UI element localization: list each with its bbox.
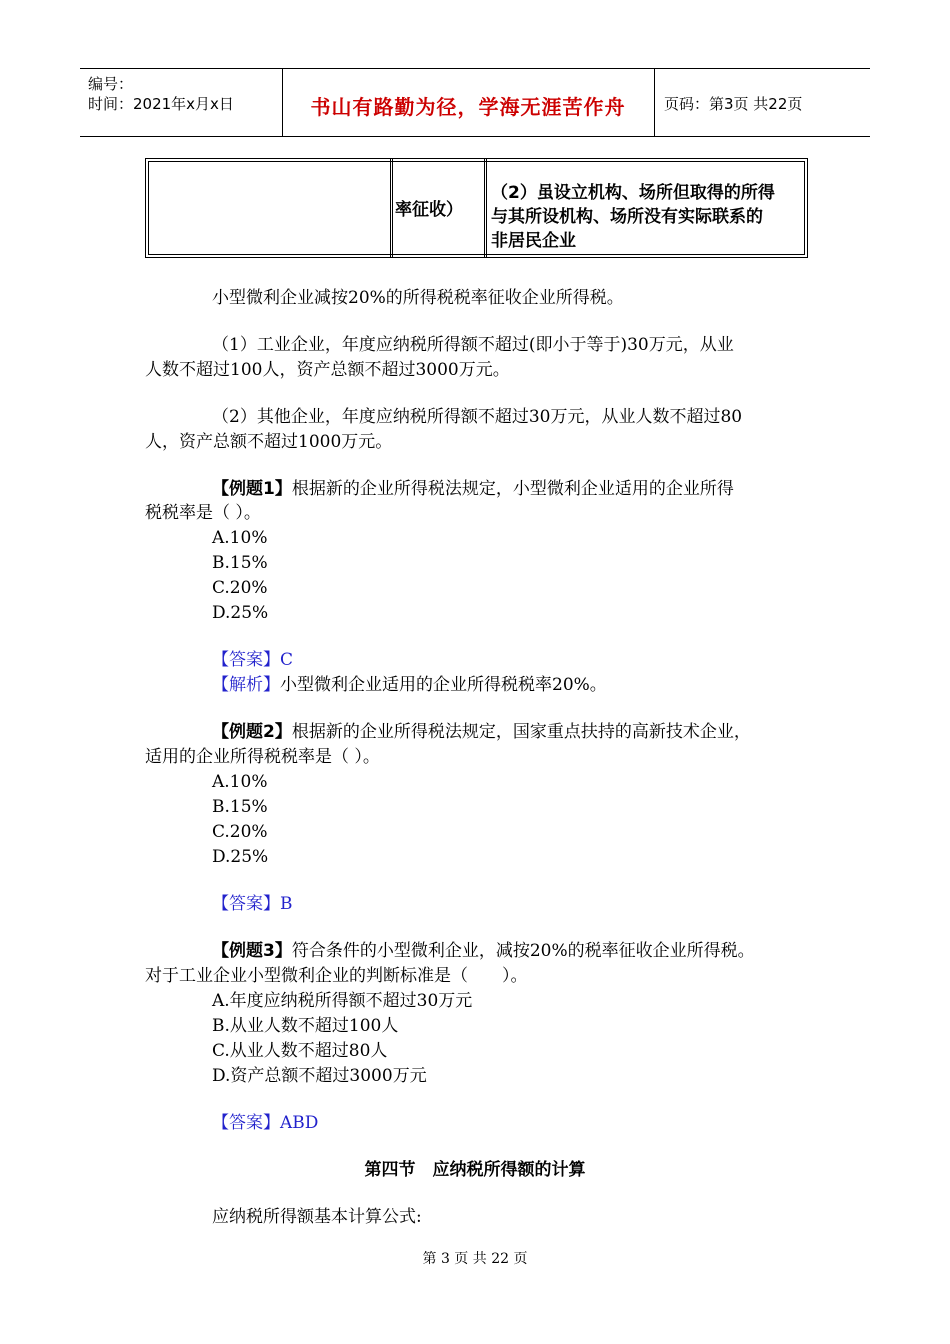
table-cell-line: 非居民企业 [491, 231, 576, 251]
page-info: 页码：第3页 共22页 [664, 95, 803, 113]
example-2-stem: 根据新的企业所得税法规定，国家重点扶持的高新技术企业， [291, 722, 751, 742]
example-1-option-a: A.10% [212, 528, 268, 548]
table-cell-line: 与其所设机构、场所没有实际联系的 [491, 207, 763, 227]
table-cell-description [491, 181, 775, 253]
example-1-answer [212, 648, 293, 672]
table-cell-rate: 率征收） [395, 200, 463, 220]
example-3-option-d: D.资产总额不超过3000万元 [212, 1066, 427, 1086]
example-3-option-b: B.从业人数不超过100人 [212, 1016, 399, 1036]
tax-table-fragment [145, 158, 808, 258]
page-footer: 第 3 页 共 22 页 [422, 1251, 528, 1267]
answer-value: ABD [280, 1113, 319, 1133]
example-2-option-c: C.20% [212, 822, 268, 842]
example-3-stem: 符合条件的小型微利企业，减按20%的税率征收企业所得税。 [291, 941, 755, 961]
table-column-divider [390, 159, 393, 257]
page-header [80, 68, 870, 137]
analysis-text: 小型微利企业适用的企业所得税税率20%。 [280, 675, 607, 695]
header-divider [654, 69, 655, 136]
table-cell-line: （2）虽设立机构、场所但取得的所得 [491, 183, 775, 203]
date-line: 时间：2021年x月x日 [88, 95, 234, 113]
header-motto: 书山有路勤为径，学海无涯苦作舟 [310, 95, 626, 119]
section-heading: 第四节 应纳税所得额的计算 [364, 1160, 586, 1180]
condition-2-line-2: 人，资产总额不超过1000万元。 [145, 432, 393, 452]
example-3-answer [212, 1111, 318, 1135]
analysis-tag: 【解析】 [212, 675, 280, 695]
example-1-analysis [212, 673, 607, 697]
formula-intro: 应纳税所得额基本计算公式: [212, 1207, 422, 1227]
condition-2-line-1: （2）其他企业，年度应纳税所得额不超过30万元，从业人数不超过80 [212, 407, 743, 427]
condition-1-line-2: 人数不超过100人，资产总额不超过3000万元。 [145, 360, 510, 380]
example-2-option-d: D.25% [212, 847, 269, 867]
example-3-option-c: C.从业人数不超过80人 [212, 1041, 388, 1061]
answer-tag: 【答案】 [212, 1113, 280, 1133]
example-2-stem-cont: 适用的企业所得税税率是（ ）。 [145, 747, 380, 767]
example-1-option-c: C.20% [212, 578, 268, 598]
example-1-stem: 根据新的企业所得税法规定，小型微利企业适用的企业所得 [291, 479, 734, 499]
answer-value: C [280, 650, 294, 670]
example-1-option-d: D.25% [212, 603, 269, 623]
example-3-stem-cont: 对于工业企业小型微利企业的判断标准是（ ）。 [145, 966, 528, 986]
example-2-answer [212, 892, 293, 916]
intro-paragraph: 小型微利企业减按20%的所得税税率征收企业所得税。 [212, 288, 624, 308]
example-3-question [212, 939, 755, 963]
number-label: 编号： [88, 75, 134, 93]
example-2-question [212, 720, 751, 744]
example-1-stem-cont: 税税率是（ ）。 [145, 503, 261, 523]
condition-1-line-1: （1）工业企业，年度应纳税所得额不超过(即小于等于)30万元，从业 [212, 335, 734, 355]
example-3-option-a: A.年度应纳税所得额不超过30万元 [212, 991, 473, 1011]
example-2-tag: 【例题2】 [212, 722, 292, 742]
example-1-tag: 【例题1】 [212, 479, 292, 499]
example-2-option-b: B.15% [212, 797, 268, 817]
example-3-tag: 【例题3】 [212, 941, 292, 961]
answer-tag: 【答案】 [212, 894, 280, 914]
table-column-divider [484, 159, 487, 257]
example-1-option-b: B.15% [212, 553, 268, 573]
answer-value: B [280, 894, 293, 914]
example-1-question [212, 477, 734, 501]
answer-tag: 【答案】 [212, 650, 280, 670]
example-2-option-a: A.10% [212, 772, 268, 792]
